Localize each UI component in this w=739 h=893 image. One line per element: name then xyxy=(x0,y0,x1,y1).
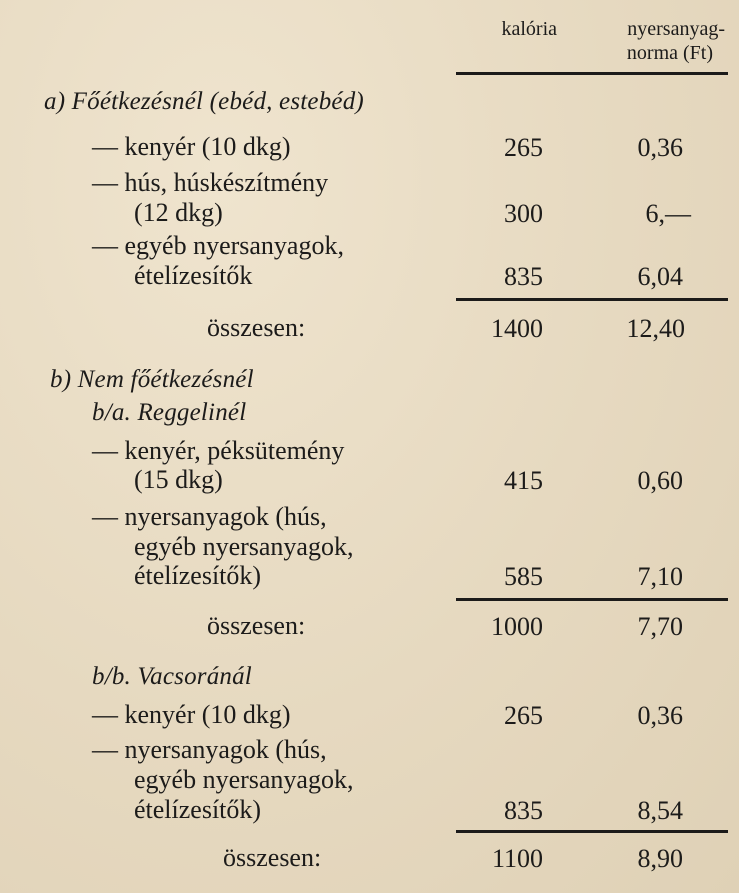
ba-row2-label2: egyéb nyersanyagok, xyxy=(134,532,354,561)
ba-total-kaloria: 1000 xyxy=(491,612,543,641)
section-ba-title: b/a. Reggelinél xyxy=(92,399,247,426)
ba-row2-kaloria: 585 xyxy=(504,562,543,591)
ba-total-label: összesen: xyxy=(207,611,306,640)
bb-total-norma: 8,90 xyxy=(637,844,683,873)
a-total-norma: 12,40 xyxy=(626,314,685,343)
bb-row1-label: — kenyér (10 dkg) xyxy=(92,700,291,729)
a-total-kaloria: 1400 xyxy=(491,314,543,343)
section-a-title: a) Főétkezésnél (ebéd, estebéd) xyxy=(44,88,364,115)
ba-row1-label: — kenyér, péksütemény xyxy=(92,436,345,465)
a-row2-label: — hús, húskészítmény xyxy=(92,168,329,197)
a-row3-label2: ételízesítők xyxy=(134,261,253,290)
ba-row2-label: — nyersanyagok (hús, xyxy=(92,502,327,531)
a-row2-kaloria: 300 xyxy=(504,199,543,228)
ba-row1-norma: 0,60 xyxy=(637,466,683,495)
bb-total-kaloria: 1100 xyxy=(491,844,543,873)
section-b-title: b) Nem főétkezésnél xyxy=(50,366,254,393)
a-row3-label: — egyéb nyersanyagok, xyxy=(92,231,344,260)
header-norma-line2: norma (Ft) xyxy=(626,42,713,64)
bb-row1-kaloria: 265 xyxy=(504,701,543,730)
header-norma-line1: nyersanyag- xyxy=(627,18,725,40)
bb-total-rule xyxy=(456,830,728,833)
a-row2-norma: 6,— xyxy=(645,199,691,228)
a-row2-label2: (12 dkg) xyxy=(134,198,223,227)
a-total-rule xyxy=(456,298,728,301)
a-row3-kaloria: 835 xyxy=(504,262,543,291)
bb-row2-label: — nyersanyagok (hús, xyxy=(92,735,327,764)
ba-row1-kaloria: 415 xyxy=(504,466,543,495)
ba-row2-label3: ételízesítők) xyxy=(134,561,262,590)
a-total-label: összesen: xyxy=(207,313,306,342)
section-bb-title: b/b. Vacsoránál xyxy=(92,663,252,690)
header-rule xyxy=(456,72,728,75)
bb-total-label: összesen: xyxy=(223,843,322,872)
header-kaloria: kalória xyxy=(501,18,557,40)
a-row1-norma: 0,36 xyxy=(637,133,683,162)
bb-row2-label3: ételízesítők) xyxy=(134,795,262,824)
a-row1-kaloria: 265 xyxy=(504,133,543,162)
ba-total-rule xyxy=(456,598,728,601)
ba-row1-label2: (15 dkg) xyxy=(134,465,223,494)
ba-total-norma: 7,70 xyxy=(637,612,683,641)
ba-row2-norma: 7,10 xyxy=(637,562,683,591)
bb-row2-norma: 8,54 xyxy=(637,796,683,825)
bb-row2-label2: egyéb nyersanyagok, xyxy=(134,765,354,794)
a-row1-label: — kenyér (10 dkg) xyxy=(92,132,291,161)
bb-row2-kaloria: 835 xyxy=(504,796,543,825)
bb-row1-norma: 0,36 xyxy=(637,701,683,730)
a-row3-norma: 6,04 xyxy=(637,262,683,291)
